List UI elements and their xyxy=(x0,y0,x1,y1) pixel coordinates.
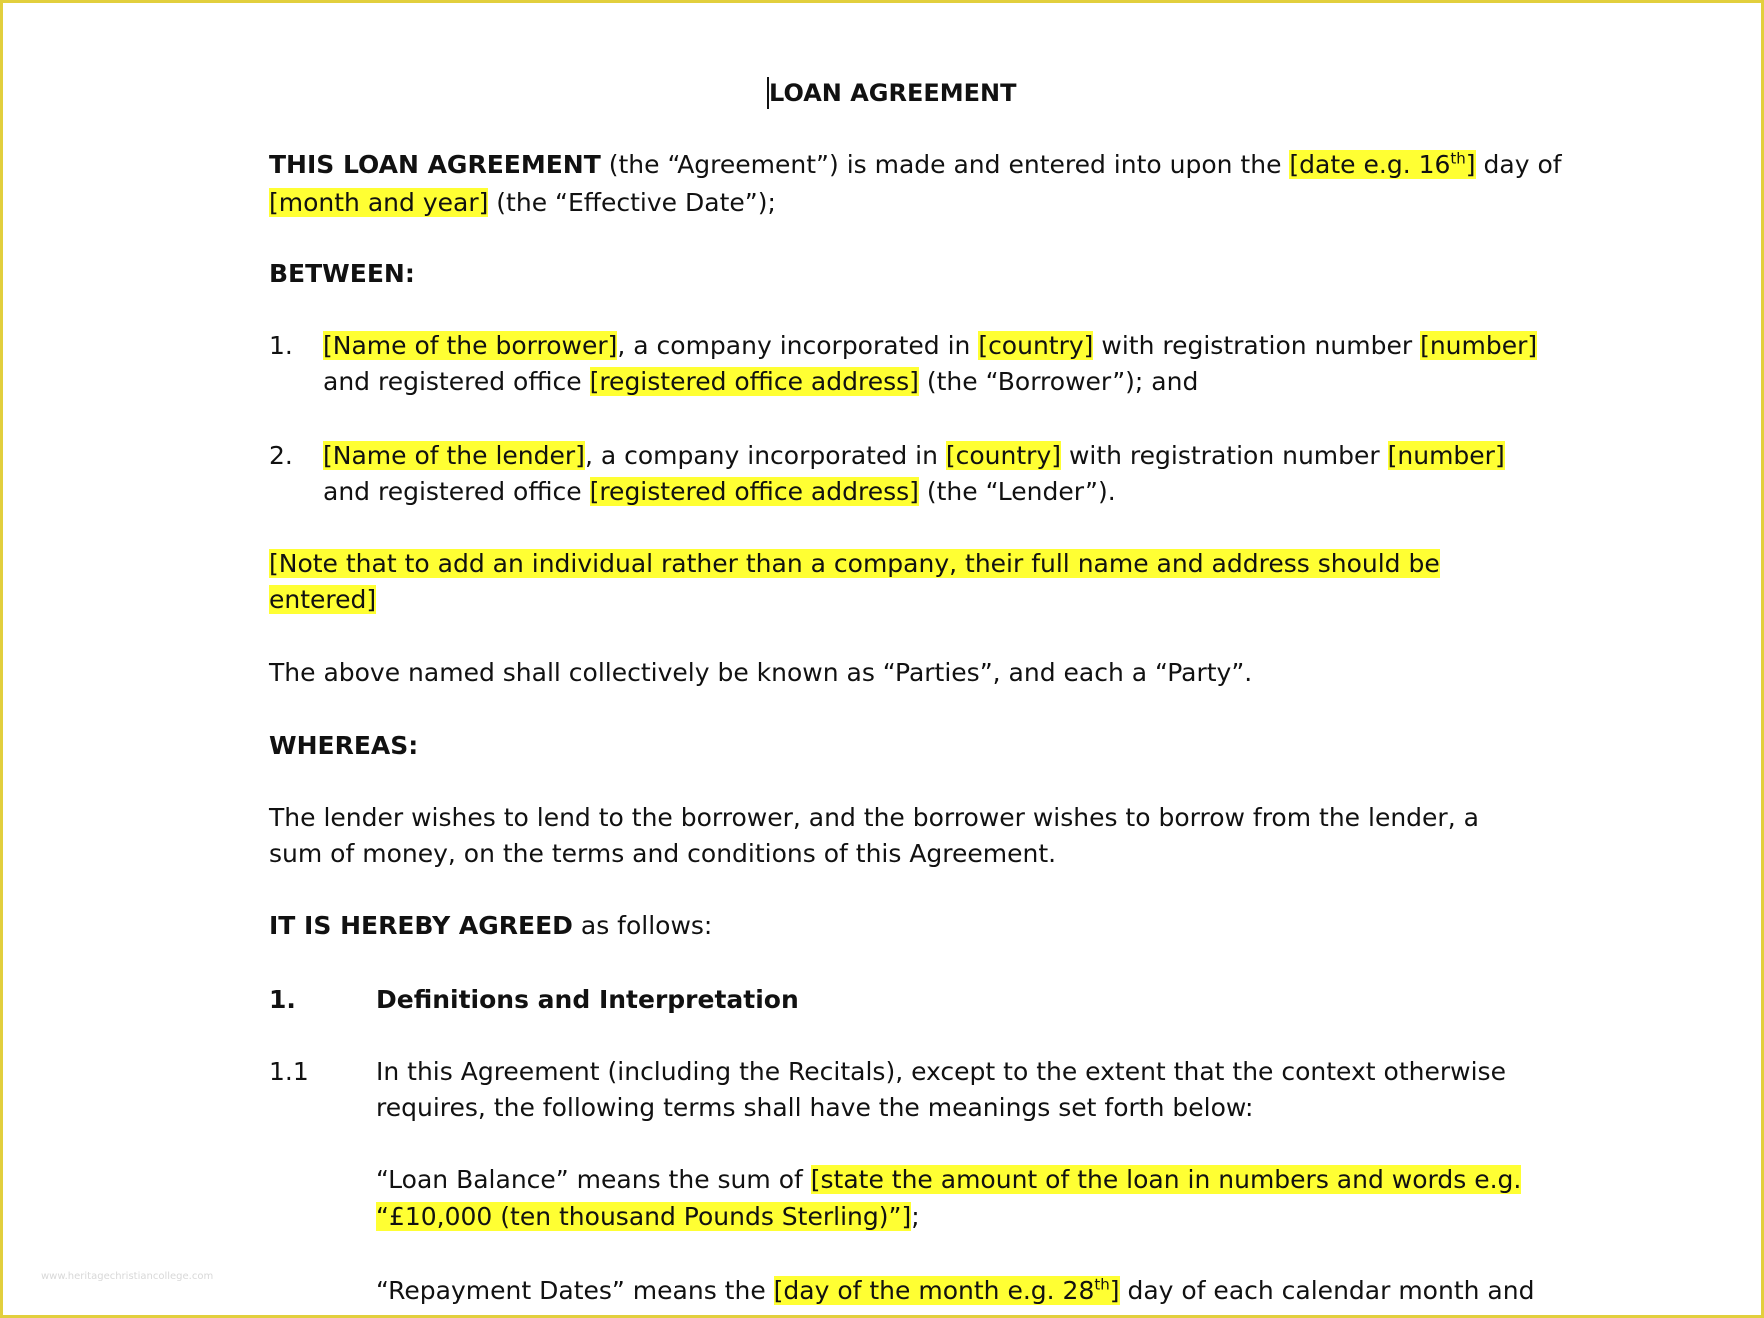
party-2-line-1: [Name of the lender], a company incorporated in [country] with registration number [number] xyxy=(323,441,1505,470)
loan-amount-placeholder[interactable]: [state the amount of the loan in numbers and words e.g. xyxy=(810,1165,1522,1194)
party-2-line-2: and registered office [registered office address] (the “Lender”). xyxy=(323,477,1116,506)
borrower-country-placeholder[interactable]: [country] xyxy=(978,331,1094,360)
party-1-number: 1. xyxy=(269,331,293,360)
note-line-1 xyxy=(269,546,1440,582)
note-line-2: entered] xyxy=(269,585,377,614)
between-heading: BETWEEN: xyxy=(269,259,415,288)
clause-1-1-line-2: requires, the following terms shall have the meanings set forth below: xyxy=(376,1093,1254,1122)
whereas-line-2: sum of money, on the terms and conditions of this Agreement. xyxy=(269,839,1057,868)
borrower-number-placeholder[interactable]: [number] xyxy=(1420,331,1538,360)
party-2-number: 2. xyxy=(269,441,293,470)
lender-address-placeholder[interactable]: [registered office address] xyxy=(589,477,919,506)
intro-line-2: [month and year] (the “Effective Date”); xyxy=(269,188,776,217)
section-1-number: 1. xyxy=(269,985,296,1014)
clause-1-1-line-1: In this Agreement (including the Recitals), except to the extent that the context otherwise xyxy=(376,1057,1506,1086)
section-1-heading: Definitions and Interpretation xyxy=(376,985,799,1014)
loan-balance-line-1: “Loan Balance” means the sum of [state the amount of the loan in numbers and words e.g. xyxy=(376,1165,1522,1194)
whereas-heading: WHEREAS: xyxy=(269,731,419,760)
lender-country-placeholder[interactable]: [country] xyxy=(945,441,1061,470)
intro-line-1: THIS LOAN AGREEMENT (the “Agreement”) is made and entered into upon the [date e.g. 16th] day of xyxy=(269,149,1562,179)
clause-1-1-number: 1.1 xyxy=(269,1057,309,1086)
borrower-name-placeholder[interactable]: [Name of the borrower] xyxy=(323,331,618,360)
agreed-text: IT IS HEREBY AGREED as follows: xyxy=(269,911,713,940)
repayment-dates-line-1: “Repayment Dates” means the [day of the month e.g. 28th] day of each calendar month and xyxy=(376,1275,1535,1305)
month-year-placeholder[interactable]: [month and year] xyxy=(269,188,489,217)
note-placeholder[interactable]: [Note that to add an individual rather than a company, their full name and address should be xyxy=(269,549,1440,578)
loan-balance-line-2: “£10,000 (ten thousand Pounds Sterling)”]; xyxy=(376,1202,920,1231)
intro-lead: THIS LOAN AGREEMENT xyxy=(269,150,601,179)
whereas-line-1: The lender wishes to lend to the borrower, and the borrower wishes to borrow from the lender, a xyxy=(269,803,1479,832)
lender-name-placeholder[interactable]: [Name of the lender] xyxy=(323,441,585,470)
party-1-line-2: and registered office [registered office address] (the “Borrower”); and xyxy=(323,367,1199,396)
lender-number-placeholder[interactable]: [number] xyxy=(1387,441,1505,470)
document-title: LOAN AGREEMENT xyxy=(769,79,1017,107)
borrower-address-placeholder[interactable]: [registered office address] xyxy=(589,367,919,396)
repayment-day-placeholder[interactable]: [day of the month e.g. 28th] xyxy=(773,1275,1120,1305)
date-placeholder[interactable]: [date e.g. 16th] xyxy=(1289,149,1476,179)
parties-known-text: The above named shall collectively be known as “Parties”, and each a “Party”. xyxy=(269,658,1253,687)
party-1-line-1: [Name of the borrower], a company incorporated in [country] with registration number [number] xyxy=(323,331,1538,360)
watermark: www.heritagechristiancollege.com xyxy=(41,1271,214,1282)
